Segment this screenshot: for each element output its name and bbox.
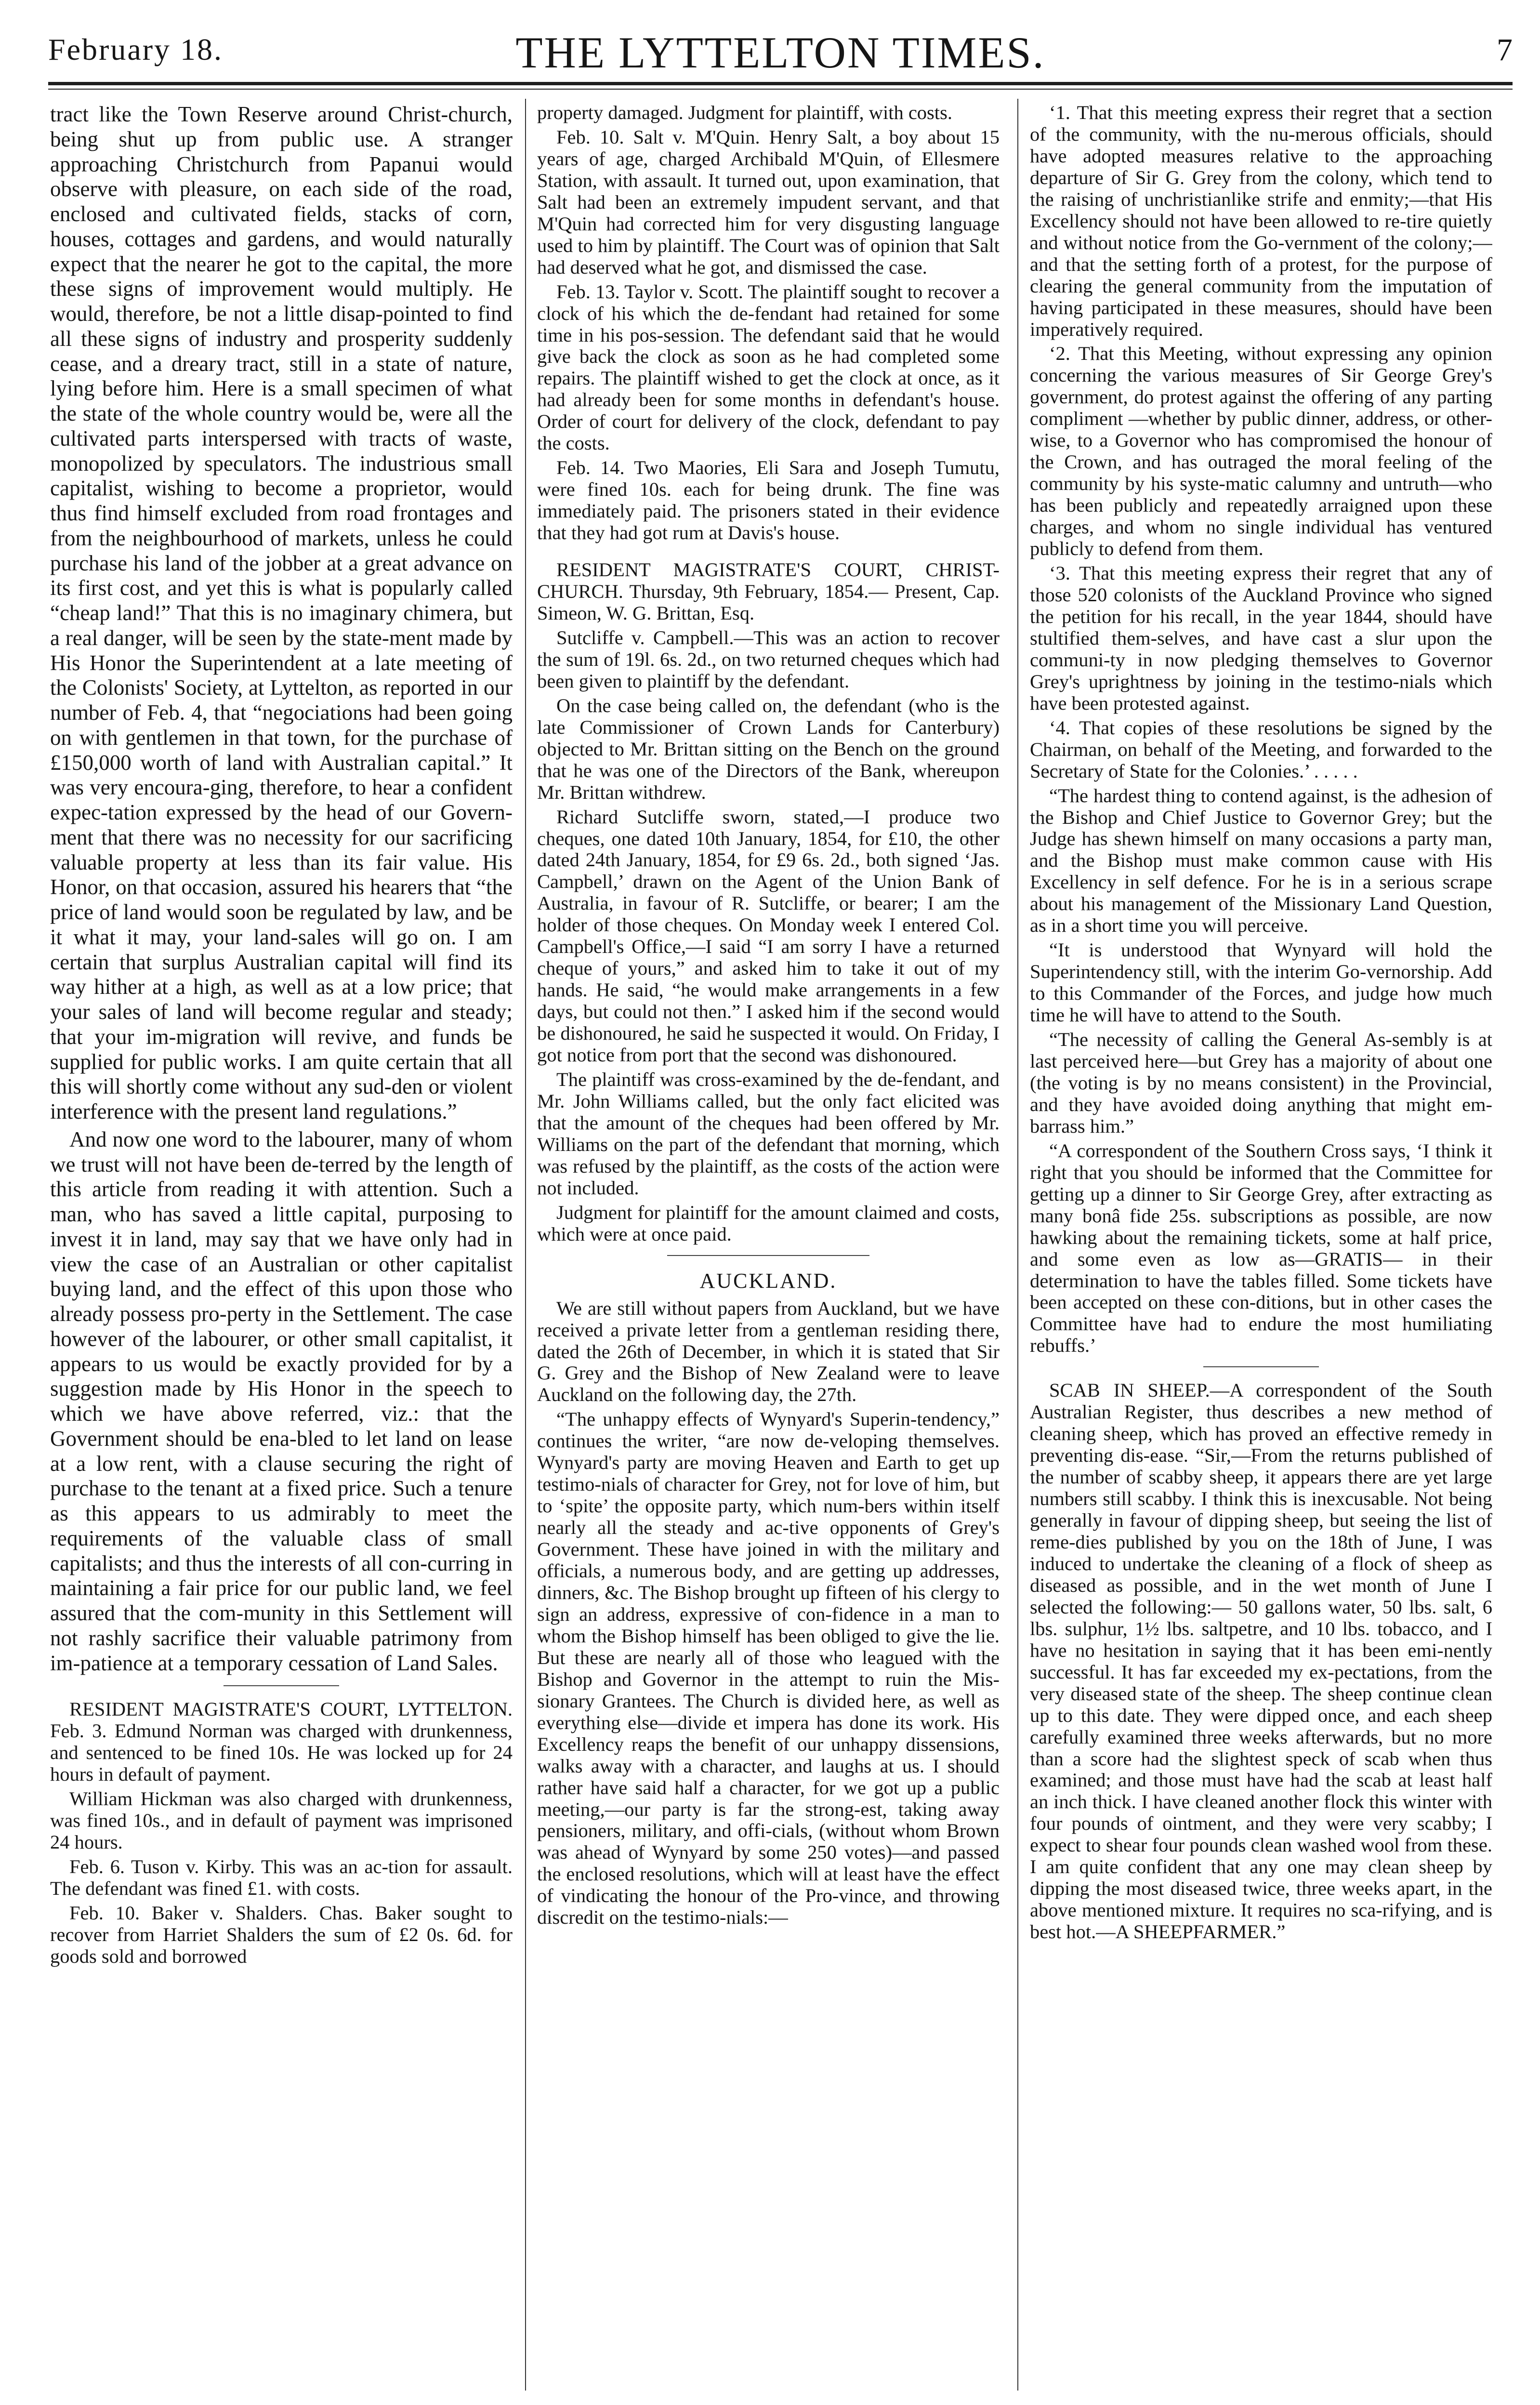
spacer [537,547,1000,559]
court-report-paragraph: On the case being called on, the defendant (who is the late Commissioner of Crown Lands for Canterbury) objected to Mr. Brittan sitting on the Bench on the ground that he was one of the Directors of the Bank, whereupon Mr. Brittan withdrew. [537,694,1000,803]
court-report-paragraph: William Hickman was also charged with drunkenness, was fined 10s., and in default of payment was imprisoned 24 hours. [50,1788,513,1853]
article-paragraph: And now one word to the labourer, many of whom we trust will not have been de-terred by the length of this article from reading it with attention. Such a man, who has saved a little capital, purposing to invest it in land, may say that we have only had in view the case of an Australian or other capitalist buying land, and the effect of this upon those who already possess pro-perty in the Settlement. The case however of the labourer, or other small capitalist, it appears to us would be exactly provided for by a suggestion made by His Honor in the speech to which we have above referred, viz.: that the Government should be ena-bled to let land on lease at a low rent, with a clause securing the right of purchase to the tenant at a fixed price. Such a tenure as this appears to us admirably to meet the requirements of the valuable class of small capitalists; and thus the interests of all con-curring in maintaining a fair price for our public land, we feel assured that the com-munity in this Settlement will not rashly sacrifice their valuable patrimony from im-patience at a temporary cessation of Land Sales. [50,1127,513,1675]
column-divider-1 [525,99,526,2391]
column-1 [50,102,513,2393]
masthead-rule [48,82,1513,85]
resolution-paragraph: ‘3. That this meeting express their regret that any of those 520 colonists of the Auckland Province who signed the petition for his recall, in the year 1844, should have stultified them-selves, and have cast a slur upon the communi-ty in now pledging themselves to Governor Grey's uprightness by joining in the testimo-nials which have been protested against. [1030,562,1492,714]
court-report-paragraph: property damaged. Judgment for plaintiff, with costs. [537,102,952,123]
article-paragraph: “The unhappy effects of Wynyard's Superin-tendency,” continues the writer, “are now de-veloping themselves. Wynyard's party are moving Heaven and Earth to get up testimo-nials of character for Grey, not for love of him, but to ‘spite’ the opposite party, which num-bers within itself nearly all the steady and ac-tive opponents of Grey's Government. These have joined in with the military and officials, a numerous body, and are getting up addresses, dinners, &c. The Bishop brought up fifteen of his clergy to sign an address, expressive of con-fidence in a man to whom the Bishop himself has been obliged to give the lie. But these are nearly all of those who leagued with the Bishop and Governor in the attempt to ruin the Mis-sionary Grantees. The Church is divided here, as well as everything else—divide et impera has done its work. His Excellency reaps the benefit of our unhappy dissensions, walks away with a character, and laughs at us. I should rather have said half a character, for we got up a public meeting,—our party is far the strong-est, taking away pensioners, military, and offi-cials, (without whom Brown was ahead of Wynyard by some 250 votes)—and passed the enclosed resolutions, which will at least have the effect of vindicating the honour of the Pro-vince, and throwing discredit on the testimo-nials:— [537,1408,1000,1929]
masthead-rule-thin [48,89,1513,90]
article-separator [1203,1366,1319,1367]
newspaper-title: THE LYTTELTON TIMES. [515,28,1045,77]
article-separator [667,1255,869,1256]
court-report-paragraph: Feb. 10. Baker v. Shalders. Chas. Baker sought to recover from Harriet Shalders the sum of £2 0s. 6d. for goods sold and borrowed [50,1902,513,1967]
letter-paragraph: “The hardest thing to contend against, is the adhesion of the Bishop and Chief Justice to Governor Grey; but the Judge has shewn himself on many occasions a party man, and the Bishop must make common cause with His Excellency in self defence. For he is in a serious scrape about his management of the Missionary Land Question, as in a short time you will perceive. [1030,784,1492,937]
page-number: 7 [1497,32,1513,67]
issue-date: February 18. [48,32,224,66]
court-report-paragraph: RESIDENT MAGISTRATE'S COURT, CHRIST-CHURCH. Thursday, 9th February, 1854.— Present, Cap. Simeon, W. G. Brittan, Esq. [537,559,1000,624]
column-2 [537,102,1000,2393]
article-separator [224,1685,339,1686]
letter-paragraph: “A correspondent of the Southern Cross says, ‘I think it right that you should be informed that the Committee for getting up a dinner to Sir George Grey, after extracting as many bonâ fide 25s. subscriptions as possible, are now hawking about the remaining tickets, some at half price, and some even as low as—GRATIS— in their determination to have the tables filled. Some tickets have been accepted on these con-ditions, but in other cases the Committee have had to endure the most humiliating rebuffs.’ [1030,1139,1492,1357]
court-report-paragraph: Richard Sutcliffe sworn, stated,—I produce two cheques, one dated 10th January, 1854, for £10, the other dated 24th January, 1854, for £9 6s. 2d., both signed ‘Jas. Campbell,’ drawn on the Agent of the Union Bank of Australia, in favour of R. Sutcliffe, or bearer; I am the holder of those cheques. On Monday week I entered Col. Campbell's Office,—I said “I am sorry I have a returned cheque of yours,” and asked him to take it out of my hands. He said, “he would make arrangements in a few days, but could not then.” I asked him if the second would be dishonoured, he said he suspected it would. On Friday, I got notice from port that the second was dishonoured. [537,806,1000,1066]
court-report-paragraph: Feb. 13. Taylor v. Scott. The plaintiff sought to recover a clock of his which the de-fendant had retained for some time in his pos-session. The defendant said that he would give back the clock as soon as he had completed some repairs. The plaintiff wished to get the clock at once, as it had already been for some months in defendant's house. Order of court for delivery of the clock, defendant to pay the costs. [537,280,1000,454]
letter-paragraph: “The necessity of calling the General As-sembly is at last perceived here—but Grey has a majority of about one (the voting is by no means consistent) in the Provincial, and they have avoided doing anything that might em-barrass him.” [1030,1029,1492,1137]
court-report-paragraph: Feb. 6. Tuson v. Kirby. This was an ac-tion for assault. The defendant was fined £1. with costs. [50,1855,513,1899]
section-heading-auckland: AUCKLAND. [699,1269,837,1293]
letter-paragraph: “It is understood that Wynyard will hold the Superintendency still, with the interim Go-vernorship. Add to this Commander of the Forces, and judge how much time he will have to attend to the South. [1030,939,1492,1026]
court-report-paragraph: Feb. 14. Two Maories, Eli Sara and Joseph Tumutu, were fined 10s. each for being drunk. The fine was immediately paid. The prisoners stated in their evidence that they had got rum at Davis's house. [537,457,1000,544]
court-report-paragraph: Judgment for plaintiff for the amount claimed and costs, which were at once paid. [537,1201,1000,1245]
resolution-paragraph: ‘4. That copies of these resolutions be signed by the Chairman, on behalf of the Meeting, and forwarded to the Secretary of State for the Colonies.’ . . . . . [1030,716,1492,782]
court-report-paragraph: The plaintiff was cross-examined by the de-fendant, and Mr. John Williams called, but the only fact elicited was that the amount of the cheques had been offered by Mr. Williams on the part of the defendant that morning, which was refused by the plaintiff, as the costs of the action were not included. [537,1068,1000,1199]
article-paragraph: SCAB IN SHEEP.—A correspondent of the South Australian Register, thus describes a new method of cleaning sheep, which has proved an effective remedy in preventing dis-ease. “Sir,—From the returns published of the number of scabby sheep, it appears there are yet large numbers still scabby. I think this is inexcusable. Not being generally in favour of dipping sheep, but seeing the list of reme-dies published by you on the 18th of June, I was induced to undertake the cleaning of a flock of sheep as diseased as possible, and in the wet month of June I selected the following:— 50 gallons water, 50 lbs. salt, 6 lbs. sulphur, 1½ lbs. saltpetre, and 10 lbs. tobacco, and I have no hesitation in saying that it has been emi-nently successful. It has far exceeded my ex-pectations, from the very diseased state of the sheep. The sheep continue clean up to this date. They were dipped once, and each sheep carefully examined three weeks afterwards, but no more than a score had the slightest speck of scab when thus examined; and those must have had the scab at least half an inch thick. I have cleaned another flock this winter with four pounds of ointment, and they were very scabby; I expect to shear four pounds clean washed wool from these. I am quite confident that any one may clean sheep by dipping the most diseased twice, three weeks apart, in the above mentioned mixture. It requires no sca-rifying, and is best hot.—A SHEEPFARMER.” [1030,1379,1492,1943]
court-report-paragraph: Feb. 10. Salt v. M'Quin. Henry Salt, a boy about 15 years of age, charged Archibald M'Quin, of Ellesmere Station, with assault. It turned out, upon examination, that Salt had been an extremely impudent servant, and that M'Quin had corrected him for very disgusting language used to him by plaintiff. The Court was of opinion that Salt had deserved what he got, and dismissed the case. [537,126,1000,278]
court-report-paragraph: RESIDENT MAGISTRATE'S COURT, LYTTELTON. Feb. 3. Edmund Norman was charged with drunkenness, and sentenced to be fined 10s. He was locked up for 24 hours in default of payment. [50,1698,513,1785]
column-3 [1030,102,1492,2393]
masthead [48,27,1513,80]
article-paragraph: tract like the Town Reserve around Christ-church, being shut up from public use. A stranger approaching Christchurch from Papanui would observe with pleasure, on each side of the road, enclosed and cultivated fields, stacks of corn, houses, cottages and gardens, and would naturally expect that the nearer he got to the capital, the more these signs of improvement would multiply. He would, therefore, be not a little disap-pointed to find all these signs of industry and prosperity suddenly cease, and a dreary tract, still in a state of nature, lying before him. Here is a small specimen of what the state of the whole country would be, were all the cultivated parts interspersed with tracts of waste, monopolized by speculators. The industrious small capitalist, wishing to become a proprietor, would thus find himself excluded from road frontages and from the neighbourhood of markets, unless he could purchase his land of the jobber at a great advance on its first cost, and yet this is what is popularly called “cheap land!” That this is no imaginary chimera, but a real danger, will be seen by the state-ment made by His Honor the Superintendent at a late meeting of the Colonists' Society, at Lyttelton, as reported in our number of Feb. 4, that “negociations had been going on with gentlemen in that town, for the purchase of £150,000 worth of land with Australian capital.” It was very encoura-ging, therefore, to hear a confident expec-tation expressed by the head of our Govern-ment that there was no necessity for our sacrificing valuable property at less than its fair value. His Honor, on that occasion, assured his hearers that “the price of land would soon be regulated by law, and be it what it may, your land-sales will go on. I am certain that surplus Australian capital will find its way hither at a high, as well as at a low price; that your sales of land will become regular and steady; that your im-migration will revive, and funds be supplied for public works. I am quite certain that all this will shortly come without any sud-den or violent interference with the present land regulations.” [50,102,513,1123]
resolution-paragraph: ‘2. That this Meeting, without expressing any opinion concerning the various measures of Sir George Grey's government, do protest against the offering of any parting compliment —whether by public dinner, address, or other-wise, to a Governor who has compromised the honour of the Crown, and has outraged the moral feeling of the community by his syste-matic calumny and untruth—who has been publicly and repeatedly arraigned upon these charges, and whom no single individual has ventured publicly to defend from them. [1030,343,1492,560]
resolution-paragraph: ‘1. That this meeting express their regret that a section of the community, with the nu-merous officials, should have adopted measures relative to the approaching departure of Sir G. Grey from the colony, which tend to the raising of unchristianlike strife and enmity;—that His Excellency should not have been allowed to re-tire quietly and without notice from the Go-vernment of the colony;—and that the setting forth of a protest, for the purpose of clearing the general community from the imputation of having participated in these measures, should have been imperatively required. [1030,102,1492,340]
article-paragraph: We are still without papers from Auckland, but we have received a private letter from a gentleman residing there, dated the 26th of December, in which it is stated that Sir G. Grey and the Bishop of New Zealand were to leave Auckland on the following day, the 27th. [537,1297,1000,1406]
column-divider-2 [1017,99,1018,2391]
court-report-paragraph: Sutcliffe v. Campbell.—This was an action to recover the sum of 19l. 6s. 2d., on two returned cheques which had been given to plaintiff by the defendant. [537,626,1000,692]
